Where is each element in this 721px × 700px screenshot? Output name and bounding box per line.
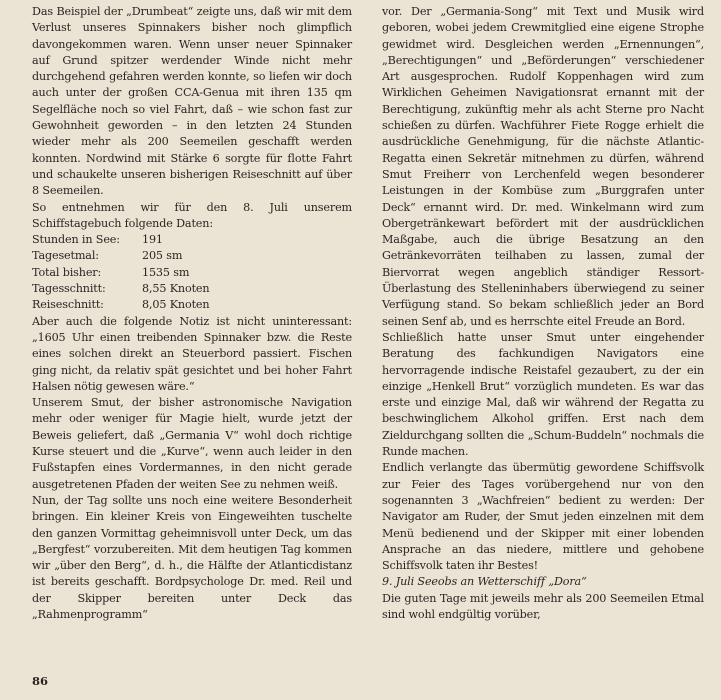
paragraph-wachfreien: Endlich verlangte das übermütig gewordene Schiffsvolk zur Feier des Tages vorübergehend nur von den sogenannten 3 „Wachfreien“ bedient zu werden: Der Navigator am Ruder, der Smut jeden einzelnen mit dem Menü bedienend und der Skipper mit einer lobenden Ansprache an das niedere, mittlere und gehobene Schiffsvolk taten ihr Bestes! xyxy=(382,461,704,573)
left-column xyxy=(32,4,352,623)
logbook-stats xyxy=(32,232,352,313)
paragraph-spinnaker-note: Aber auch die folgende Notiz ist nicht uninteressant: „1605 Uhr einen treibenden Spinnaker bzw. die Reste eines solchen direkt an Steuerbord passiert. Fischen ging nicht, da relativ spät gesichtet und bei hoher Fahrt Halsen nötig gewesen wäre.“ xyxy=(32,314,352,393)
stat-value: 191 xyxy=(142,233,163,247)
stat-label: Tagesschnitt: xyxy=(32,282,106,296)
stat-label: Tagesetmal: xyxy=(32,249,99,263)
stat-value: 8,05 Knoten xyxy=(142,298,210,312)
stat-row xyxy=(32,297,352,313)
paragraph-logbook-intro: So entnehmen wir für den 8. Juli unserem Schiffstagebuch folgende Daten: xyxy=(32,200,352,230)
page-number: 86 xyxy=(32,674,49,688)
stat-value: 205 sm xyxy=(142,249,183,263)
stat-label: Total bisher: xyxy=(32,265,102,279)
stat-row xyxy=(32,265,352,281)
stat-row xyxy=(32,281,352,297)
paragraph-drumbeat: Das Beispiel der „Drumbeat“ zeigte uns, daß wir mit dem Verlust unseres Spinnakers bisher noch glimpflich davongekommen waren. Wenn unser neuer Spinnaker auf Grund spitzer werdender Winde nicht mehr durchgehend gefahren werden konnte, so liefen wir doch auch unter der großen CCA-Genua mit ihren 135 qm Segelfläche noch so viel Fahrt, daß – wie schon fast zur Gewohnheit geworden – in den letzten 24 Stunden wieder mehr als 200 Seemeilen geschafft werden konnten. Nordwind mit Stärke 6 sorgte für flotte Fahrt und schaukelte unseren bisherigen Reiseschnitt auf über 8 Seemeilen. xyxy=(32,5,352,198)
paragraph-navigation: Unserem Smut, der bisher astronomische Navigation mehr oder weniger für Magie hielt, wurde jetzt der Beweis geliefert, daß „Germania V“ wohl doch richtige Kurse steuert und die „Kurve“, wenn auch leider in den Fußstapfen eines Vordermannes, in den nicht gerade ausgetretenen Pfaden der weiten See zu nehmen weiß. xyxy=(32,396,352,491)
right-column xyxy=(382,4,704,623)
stat-row xyxy=(32,248,352,264)
stat-value: 1535 sm xyxy=(142,265,190,279)
paragraph-reistafel: Schließlich hatte unser Smut unter eingehender Beratung des fachkundigen Navigators eine hervorragende indische Reistafel gezaubert, zu der ein einzige „Henkell Brut“ vorzüglich mundeten. Es war das erste und einzige Mal, daß wir während der Regatta zu beschwinglichem Alkohol griffen. Erst nach dem Zieldurchgang sollten die „Schum-Buddeln“ nochmals die Runde machen. xyxy=(382,330,704,459)
stat-label: Stunden in See: xyxy=(32,233,120,247)
paragraph-good-days: Die guten Tage mit jeweils mehr als 200 Seemeilen Etmal sind wohl endgültig vorüber, xyxy=(382,591,704,621)
paragraph-germania-song: vor. Der „Germania-Song“ mit Text und Musik wird geboren, wobei jedem Crewmitglied eine eigene Strophe gewidmet wird. Desgleichen werden „Ernennungen“, „Berechtigungen“ und „Beförderungen“ verschiedener Art ausgesprochen. Rudolf Koppenhagen wird zum Wirklichen Geheimen Navigationsrat ernannt mit der Berechtigung, zukünftig mehr als acht Sterne pro Nacht schießen zu dürfen. Wachführer Fiete Rogge erhielt die ausdrückliche Genehmigung, für die nächste Atlantic-Regatta einen Sekretär mitnehmen zu dürfen, während Smut Freiherr von Lerchenfeld wegen besonderer Leistungen in der Kombüse zum „Burggrafen unter Deck“ ernannt wird. Dr. med. Winkelmann wird zum Obergetränkewart befördert mit der ausdrücklichen Maßgabe, auch die übrige Besatzung an den Getränkevorräten teilhaben zu lassen, zumal der Biervorrat wegen angeblich ständiger Ressort-Überlastung des Stelleninhabers überwiegend zu seiner Verfügung stand. So bekam schließlich jeder an Bord seinen Senf ab, und es herrschte eitel Freude an Bord. xyxy=(382,5,704,328)
stat-row xyxy=(32,232,352,248)
stat-label: Reiseschnitt: xyxy=(32,298,104,312)
paragraph-bergfest: Nun, der Tag sollte uns noch eine weitere Besonderheit bringen. Ein kleiner Kreis von Eingeweihten tuschelte den ganzen Vormittag geheimnisvoll unter Deck, um das „Bergfest“ vorzubereiten. Mit dem heutigen Tag kommen wir „über den Berg“, d. h., die Hälfte der Atlanticdistanz ist bereits geschafft. Bordpsychologe Dr. med. Reil und der Skipper bereiten unter Deck das „Rahmenprogramm“ xyxy=(32,493,352,621)
section-heading: 9. Juli Seeobs an Wetterschiff „Dora“ xyxy=(382,575,587,589)
stat-value: 8,55 Knoten xyxy=(142,282,210,296)
